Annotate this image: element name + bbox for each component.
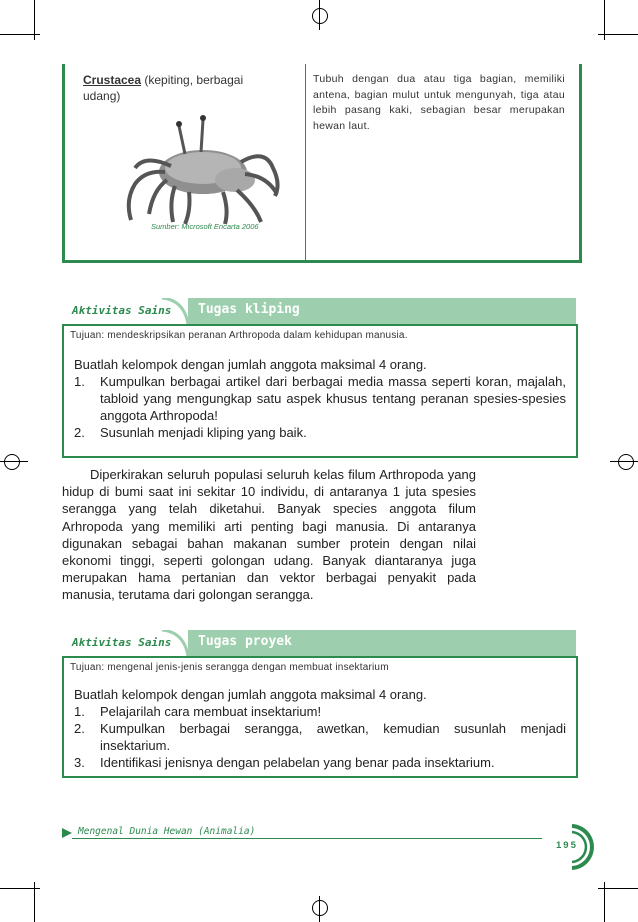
step-number: 3. xyxy=(74,755,85,770)
activity-steps xyxy=(74,703,566,771)
step-number: 2. xyxy=(74,425,85,440)
activity-header xyxy=(62,298,576,324)
list-item xyxy=(74,424,566,441)
activity-intro: Buatlah kelompok dengan jumlah anggota maksimal 4 orang. xyxy=(74,357,427,372)
activity-steps xyxy=(74,373,566,441)
paragraph-text: Diperkirakan seluruh populasi seluruh kelas filum Arthropoda yang hidup di bumi saat ini sekitar 10 individu, di antaranya 1 juta spesies serangga yang telah diketahui. Banyak species anggota filum Arhropoda yang memiliki arti penting bagi manusia. Di antaranya digunakan sebagai bahan makanan sumber protein dengan nilai ekonomi tinggi, seperti golongan udang. Banyak diantaranya juga merupakan hama pertanian dan vektor berbagai penyakit pada manusia, terutama dari golongan serangga. xyxy=(62,467,476,603)
activity-title: Tugas kliping xyxy=(198,302,300,317)
crab-image xyxy=(105,110,295,230)
activity-box xyxy=(62,324,578,458)
footer-chapter: Mengenal Dunia Hewan (Animalia) xyxy=(78,826,256,837)
activity-title-bar xyxy=(188,298,576,324)
activity-title: Tugas proyek xyxy=(198,634,292,649)
list-item xyxy=(74,754,566,771)
classification-table xyxy=(62,64,582,263)
class-description: Tubuh dengan dua atau tiga bagian, memiliki antena, bagian mulut untuk mengunyah, tiga atau lebih pasang kaki, sebagian besar merupakan hewan laut. xyxy=(313,73,565,132)
class-name-cell xyxy=(83,72,283,104)
activity-goal: Tujuan: mengenal jenis-jenis serangga dengan membuat insektarium xyxy=(70,662,389,673)
activity-label: Aktivitas Sains xyxy=(72,636,172,649)
list-item xyxy=(74,703,566,720)
step-text: Kumpulkan berbagai artikel dari berbagai media massa seperti koran, majalah, tabloid yang mengungkap satu aspek khusus tentang peranan spesies-spesies anggota Arthropoda! xyxy=(100,374,566,423)
activity-body xyxy=(74,686,566,771)
image-source: Sumber: Microsoft Encarta 2006 xyxy=(151,222,259,231)
step-text: Identifikasi jenisnya dengan pelabelan yang benar pada insektarium. xyxy=(100,755,495,770)
step-text: Kumpulkan berbagai serangga, awetkan, kemudian susunlah menjadi insektarium. xyxy=(100,721,566,753)
footer-rule xyxy=(72,838,542,839)
activity-goal: Tujuan: mendeskripsikan peranan Arthropoda dalam kehidupan manusia. xyxy=(70,330,408,341)
activity-box xyxy=(62,656,578,778)
activity-intro: Buatlah kelompok dengan jumlah anggota maksimal 4 orang. xyxy=(74,687,427,702)
list-item xyxy=(74,720,566,754)
list-item xyxy=(74,373,566,424)
footer-arrow-icon xyxy=(62,828,72,838)
class-name: Crustacea xyxy=(83,73,142,87)
activity-body xyxy=(74,356,566,441)
step-number: 1. xyxy=(74,704,85,719)
step-text: Pelajarilah cara membuat insektarium! xyxy=(100,704,322,719)
table-divider xyxy=(305,64,306,260)
step-number: 2. xyxy=(74,721,85,736)
step-number: 1. xyxy=(74,374,85,389)
step-text: Susunlah menjadi kliping yang baik. xyxy=(100,425,307,440)
class-name-note: (kepiting, berbagai udang) xyxy=(83,73,244,103)
body-paragraph xyxy=(62,466,476,604)
activity-header xyxy=(62,630,576,656)
activity-label: Aktivitas Sains xyxy=(72,304,172,317)
activity-title-bar xyxy=(188,630,576,656)
page-number: 195 xyxy=(556,840,578,851)
